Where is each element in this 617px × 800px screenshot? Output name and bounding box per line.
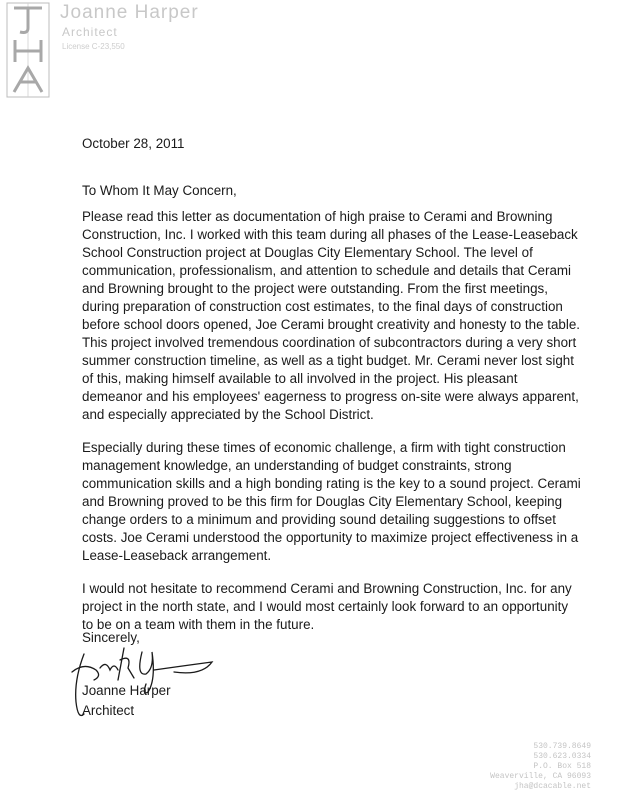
body-paragraph bbox=[82, 439, 581, 565]
body-paragraph bbox=[82, 208, 580, 424]
contact-po-box: P.O. Box 518 bbox=[533, 762, 591, 771]
contact-email: jha@dcacable.net bbox=[514, 782, 591, 791]
letter-date: October 28, 2011 bbox=[82, 136, 185, 151]
body-line: during preparation of construction cost estimates, to the final days of construction bbox=[82, 299, 563, 314]
letterhead-name: Joanne Harper bbox=[60, 2, 199, 23]
body-line: Lease-Leaseback arrangement. bbox=[82, 548, 272, 563]
letterhead-monogram-logo bbox=[6, 2, 50, 98]
body-paragraph bbox=[82, 580, 572, 634]
body-line: and Browning proved to be this firm for Douglas City Elementary School, keeping bbox=[82, 494, 563, 509]
body-line: summer construction timeline, as well as a tight budget. Mr. Cerami never lost sight bbox=[82, 353, 574, 368]
body-line: of this, making himself available to all involved in the project. His pleasant bbox=[82, 371, 518, 386]
body-line: Especially during these times of economic challenge, a firm with tight construction bbox=[82, 440, 566, 455]
body-line: to be on a team with them in the future. bbox=[82, 617, 315, 632]
body-line: project in the north state, and I would most certainly look forward to an opportunity bbox=[82, 599, 569, 614]
body-line: and Browning brought to the project were outstanding. From the first meetings, bbox=[82, 281, 548, 296]
contact-fax: 530.623.0334 bbox=[533, 752, 591, 761]
body-line: management knowledge, an understanding of budget constraints, strong bbox=[82, 458, 512, 473]
jha-monogram-icon bbox=[6, 2, 50, 98]
body-line: before school doors opened, Joe Cerami brought creativity and honesty to the table. bbox=[82, 317, 580, 332]
body-line: change orders to a minimum and providing sound detailing suggestions to offset bbox=[82, 512, 556, 527]
body-line: I would not hesitate to recommend Cerami and Browning Construction, Inc. for any bbox=[82, 581, 572, 596]
signer-title: Architect bbox=[82, 703, 135, 718]
letterhead-title: Architect bbox=[62, 25, 118, 39]
closing: Sincerely, bbox=[82, 630, 140, 645]
signer-name: Joanne Harper bbox=[82, 683, 171, 698]
letterhead-license: License C-23,550 bbox=[62, 42, 125, 51]
contact-phone: 530.739.8649 bbox=[533, 742, 591, 751]
salutation: To Whom It May Concern, bbox=[82, 183, 237, 198]
body-line: costs. Joe Cerami understood the opportunity to maximize project effectiveness in a bbox=[82, 530, 579, 545]
body-line: communication, professionalism, and attention to schedule and details that Cerami bbox=[82, 263, 572, 278]
body-line: School Construction project at Douglas City Elementary School. The level of bbox=[82, 245, 533, 260]
body-line: demeanor and his employees' eagerness to progress on-site were always apparent, bbox=[82, 389, 579, 404]
body-line: communication skills and a high bonding rating is the key to a sound project. Cerami bbox=[82, 476, 581, 491]
letter-body bbox=[82, 208, 581, 649]
contact-block bbox=[490, 742, 591, 792]
body-line: This project involved tremendous coordination of subcontractors during a very short bbox=[82, 335, 577, 350]
body-line: Construction, Inc. I worked with this team during all phases of the Lease-Leaseback bbox=[82, 227, 578, 242]
body-line: and especially appreciated by the School District. bbox=[82, 407, 374, 422]
contact-city: Weaverville, CA 96093 bbox=[490, 772, 591, 781]
body-line: Please read this letter as documentation of high praise to Cerami and Browning bbox=[82, 209, 553, 224]
